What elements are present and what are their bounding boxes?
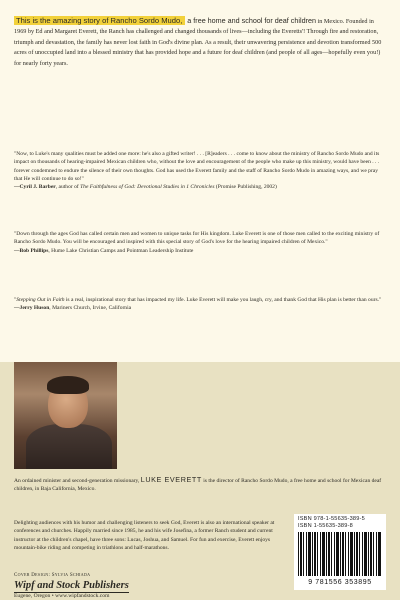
barcode-box [294,514,386,590]
endorsement-huson: "Stepping Out in Faith is a real, inspirational story that has impacted my life. Luke Everett will make you laugh, cry, and thank God that His plan is better than ours." —Jerry Huson, Mariners Church, Irvine, California [14,297,382,312]
quote-author-affiliation: , Hume Lake Christian Camps and Pointman Leadership Institute [48,247,194,254]
publisher-address: Eugene, Oregon • www.wipfandstock.com [14,593,110,599]
author-photo [14,362,117,469]
intro-paragraph [14,16,386,69]
endorsement-phillips [14,230,386,255]
author-name: LUKE EVERETT [140,475,202,484]
quote-book-title: The Faithfulness of God: Devotional Studies in 1 Chronicles [80,184,215,191]
quote-author-pre-title: , author of [55,184,81,191]
quote-text: is a real, inspirational story that has impacted my life. Luke Everett will make you laugh, cry, and thank God that His plan is better than ours." [64,297,382,303]
quote-author-name: —Cyril J. Barber [14,184,56,191]
quote-author-affiliation: , Mariners Church, Irvine, California [49,305,132,312]
endorsement-barber [14,150,386,191]
quote-text: "Now, to Luke's many qualities must be added one more: he's also a gifted writer! . . . [R]eaders . . . come to know about the ministry of Rancho Sordo Mudo and its impact on thousands of hearing-impaired Mexican children who, without the love and encouragement of the people who make up this ministry, would have been . . . forever condemned to endure the silence of their own thoughts. God has used the Everett family and the staff of Rancho Sordo Mudo in amazing ways, and we pray that He will continue to do so!" [14,151,380,182]
isbn-10: ISBN 1-55635-389-8 [298,523,353,529]
lead-continuation: a free home and school for deaf children [185,16,316,25]
bio-post: is the director of Rancho Sordo Mudo, a free home and school for Mexican deaf children, in Baja California, Mexico. [14,478,382,493]
bio-pre: An ordained minister and second-generation missionary, [14,478,141,484]
photo-hair [47,376,89,394]
quote-text: "Down through the ages God has called certain men and women to unique tasks for His kingdom. Luke Everett is one of those men called to the exciting ministry of Rancho Sordo Mudo. You will be encouraged and inspired with this special story of God's love for the hearing impaired children of Mexico." [14,231,380,246]
quote-author-name: —Bob Phillips [14,247,49,254]
cover-design-credit: Cover Design: Sylvia Schiada [14,573,91,578]
quote-book-title: Stepping Out in Faith [16,297,65,303]
photo-body [26,424,112,469]
quote-author-post-title: (Promise Publishing, 2002) [214,184,277,191]
barcode-bars [298,532,382,576]
lead-highlight: This is the amazing story of Rancho Sordo Mudo, [14,16,185,25]
author-bio [14,476,386,494]
quote-author-name: —Jerry Huson [14,305,50,312]
author-bio-2: Delighting audiences with his humor and challenging listeners to seek God, Everett is also an international speaker at conferences and churches. Happily married since 1985, he and his wife Josefina, a former Ranch student and current instructor at the children's chapel, have three sons: Lucas, Joshua, and Samuel. For fun and exercise, Everett enjoys mountain-bike riding and competing in triathlons and half-marathons. [14,520,275,551]
isbn-13: ISBN 978-1-55635-389-5 [298,516,365,522]
barcode-digits: 9 781556 353895 [308,579,372,586]
publisher-name: Wipf and Stock Publishers [14,580,129,591]
intro-body: in Mexico. Founded in 1969 by Ed and Margaret Everett, the Ranch has challenged and changed thousands of lives—including the Everetts'! Through fire and restoration, triumph and devastation, the family has never lost faith in God's divine plan. As a result, their unwavering persistence and devotion transformed 500 acres of unoccupied land into a blessed ministry that has provided hope and a future for deaf children (and people of all ages—hopefully even you!) for nearly forty years. [14,18,382,67]
